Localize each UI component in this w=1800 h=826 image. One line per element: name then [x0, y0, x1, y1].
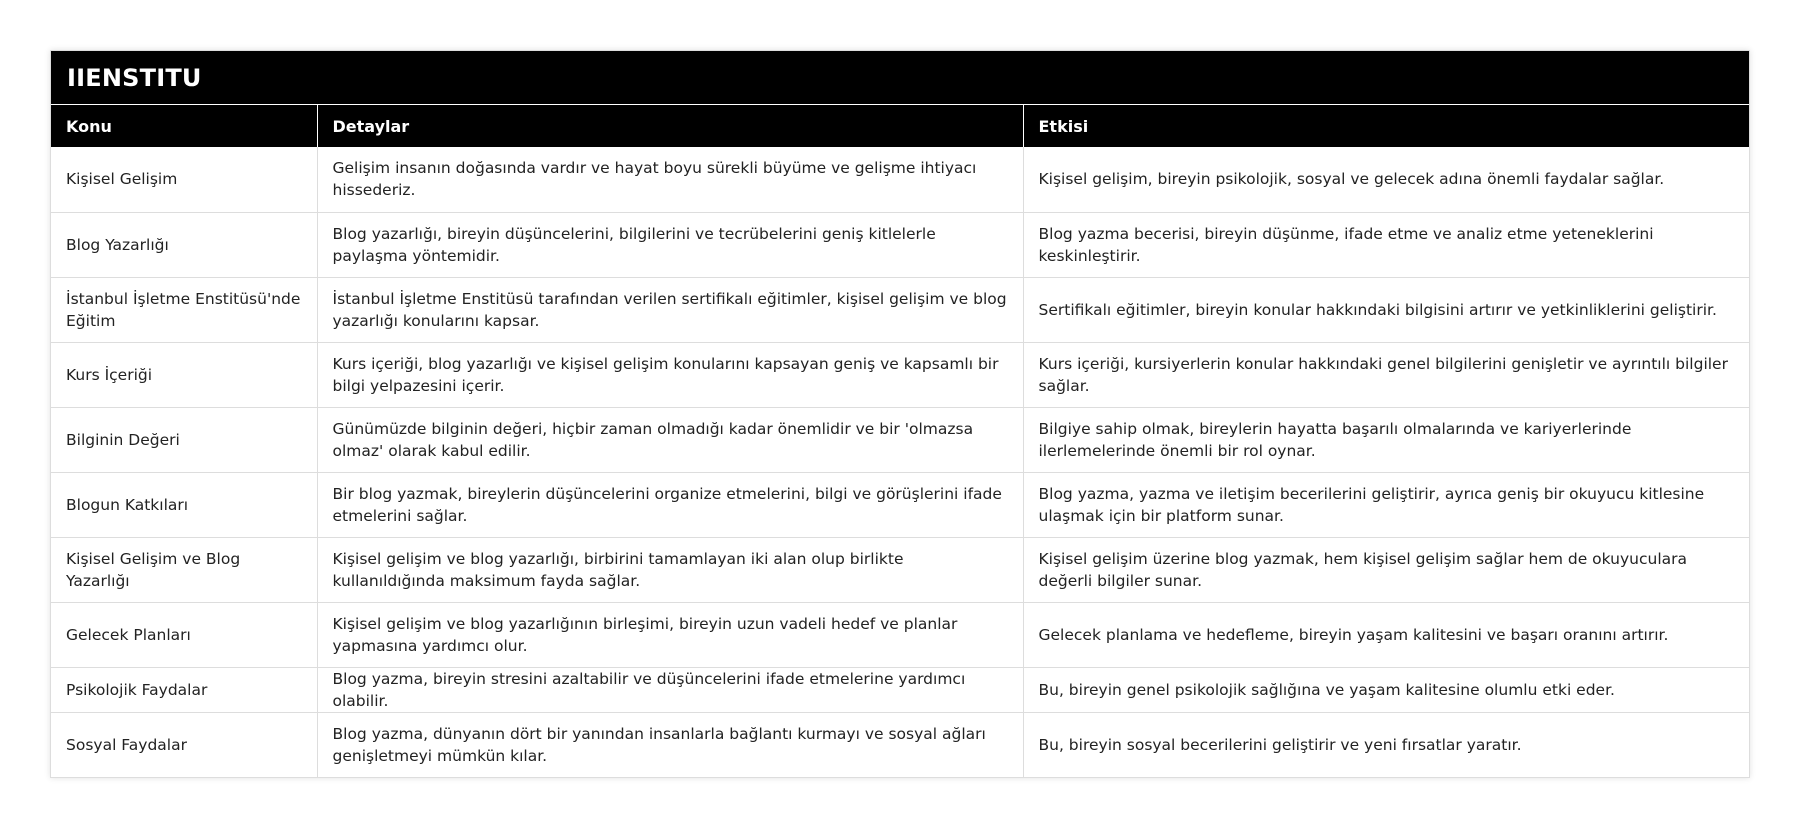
cell-detaylar: Blog yazma, bireyin stresini azaltabilir ve düşüncelerini ifade etmelerine yardımcı olabilir.	[317, 667, 1023, 712]
cell-etkisi: Blog yazma, yazma ve iletişim becerilerini geliştirir, ayrıca geniş bir okuyucu kitlesine ulaşmak için bir platform sunar.	[1023, 472, 1749, 537]
header-row	[51, 105, 1749, 147]
cell-konu: Blog Yazarlığı	[51, 212, 317, 277]
cell-konu: Gelecek Planları	[51, 602, 317, 667]
cell-etkisi: Kişisel gelişim, bireyin psikolojik, sosyal ve gelecek adına önemli faydalar sağlar.	[1023, 147, 1749, 212]
cell-konu: Kurs İçeriği	[51, 342, 317, 407]
cell-detaylar: Blog yazarlığı, bireyin düşüncelerini, bilgilerini ve tecrübelerini geniş kitlelerle paylaşma yöntemidir.	[317, 212, 1023, 277]
table-body	[51, 147, 1749, 777]
cell-detaylar: Günümüzde bilginin değeri, hiçbir zaman olmadığı kadar önemlidir ve bir 'olmazsa olmaz' olarak kabul edilir.	[317, 407, 1023, 472]
cell-etkisi: Blog yazma becerisi, bireyin düşünme, ifade etme ve analiz etme yeteneklerini keskinleştirir.	[1023, 212, 1749, 277]
info-table-card	[50, 50, 1750, 778]
cell-detaylar: İstanbul İşletme Enstitüsü tarafından verilen sertifikalı eğitimler, kişisel gelişim ve blog yazarlığı konularını kapsar.	[317, 277, 1023, 342]
cell-etkisi: Bilgiye sahip olmak, bireylerin hayatta başarılı olmalarında ve kariyerlerinde ilerlemelerinde önemli bir rol oynar.	[1023, 407, 1749, 472]
cell-konu: Kişisel Gelişim ve Blog Yazarlığı	[51, 537, 317, 602]
table-row	[51, 212, 1749, 277]
cell-etkisi: Gelecek planlama ve hedefleme, bireyin yaşam kalitesini ve başarı oranını artırır.	[1023, 602, 1749, 667]
cell-detaylar: Kişisel gelişim ve blog yazarlığının birleşimi, bireyin uzun vadeli hedef ve planlar yapmasına yardımcı olur.	[317, 602, 1023, 667]
cell-konu: Psikolojik Faydalar	[51, 667, 317, 712]
brand-title: IIENSTITU	[51, 51, 1749, 105]
cell-detaylar: Kurs içeriği, blog yazarlığı ve kişisel gelişim konularını kapsayan geniş ve kapsamlı bir bilgi yelpazesini içerir.	[317, 342, 1023, 407]
cell-etkisi: Sertifikalı eğitimler, bireyin konular hakkındaki bilgisini artırır ve yetkinliklerini geliştirir.	[1023, 277, 1749, 342]
cell-detaylar: Blog yazma, dünyanın dört bir yanından insanlarla bağlantı kurmayı ve sosyal ağları genişletmeyi mümkün kılar.	[317, 712, 1023, 777]
column-header-etkisi: Etkisi	[1023, 105, 1749, 147]
cell-etkisi: Bu, bireyin genel psikolojik sağlığına ve yaşam kalitesine olumlu etki eder.	[1023, 667, 1749, 712]
table-row	[51, 277, 1749, 342]
cell-etkisi: Kurs içeriği, kursiyerlerin konular hakkındaki genel bilgilerini genişletir ve ayrıntılı bilgiler sağlar.	[1023, 342, 1749, 407]
cell-etkisi: Bu, bireyin sosyal becerilerini geliştirir ve yeni fırsatlar yaratır.	[1038, 735, 1522, 754]
table-row	[51, 602, 1749, 667]
info-table	[51, 105, 1749, 777]
table-row	[51, 537, 1749, 602]
column-header-konu: Konu	[51, 105, 317, 147]
table-row	[51, 667, 1749, 712]
table-row	[51, 147, 1749, 212]
cell-detaylar: Gelişim insanın doğasında vardır ve hayat boyu sürekli büyüme ve gelişme ihtiyacı hissederiz.	[317, 147, 1023, 212]
column-header-detaylar: Detaylar	[317, 105, 1023, 147]
cell-konu: Bilginin Değeri	[51, 407, 317, 472]
cell-detaylar: Bir blog yazmak, bireylerin düşüncelerini organize etmelerini, bilgi ve görüşlerini ifade etmelerini sağlar.	[317, 472, 1023, 537]
cell-konu: Blogun Katkıları	[51, 472, 317, 537]
cell-konu: Sosyal Faydalar	[51, 712, 317, 777]
table-row	[51, 712, 1749, 777]
table-row	[51, 472, 1749, 537]
cell-detaylar: Kişisel gelişim ve blog yazarlığı, birbirini tamamlayan iki alan olup birlikte kullanıldığında maksimum fayda sağlar.	[317, 537, 1023, 602]
cell-konu: İstanbul İşletme Enstitüsü'nde Eğitim	[51, 277, 317, 342]
cell-etkisi: Kişisel gelişim üzerine blog yazmak, hem kişisel gelişim sağlar hem de okuyuculara değerli bilgiler sunar.	[1023, 537, 1749, 602]
table-header	[51, 105, 1749, 147]
table-row	[51, 342, 1749, 407]
cell-konu: Kişisel Gelişim	[51, 147, 317, 212]
table-row	[51, 407, 1749, 472]
